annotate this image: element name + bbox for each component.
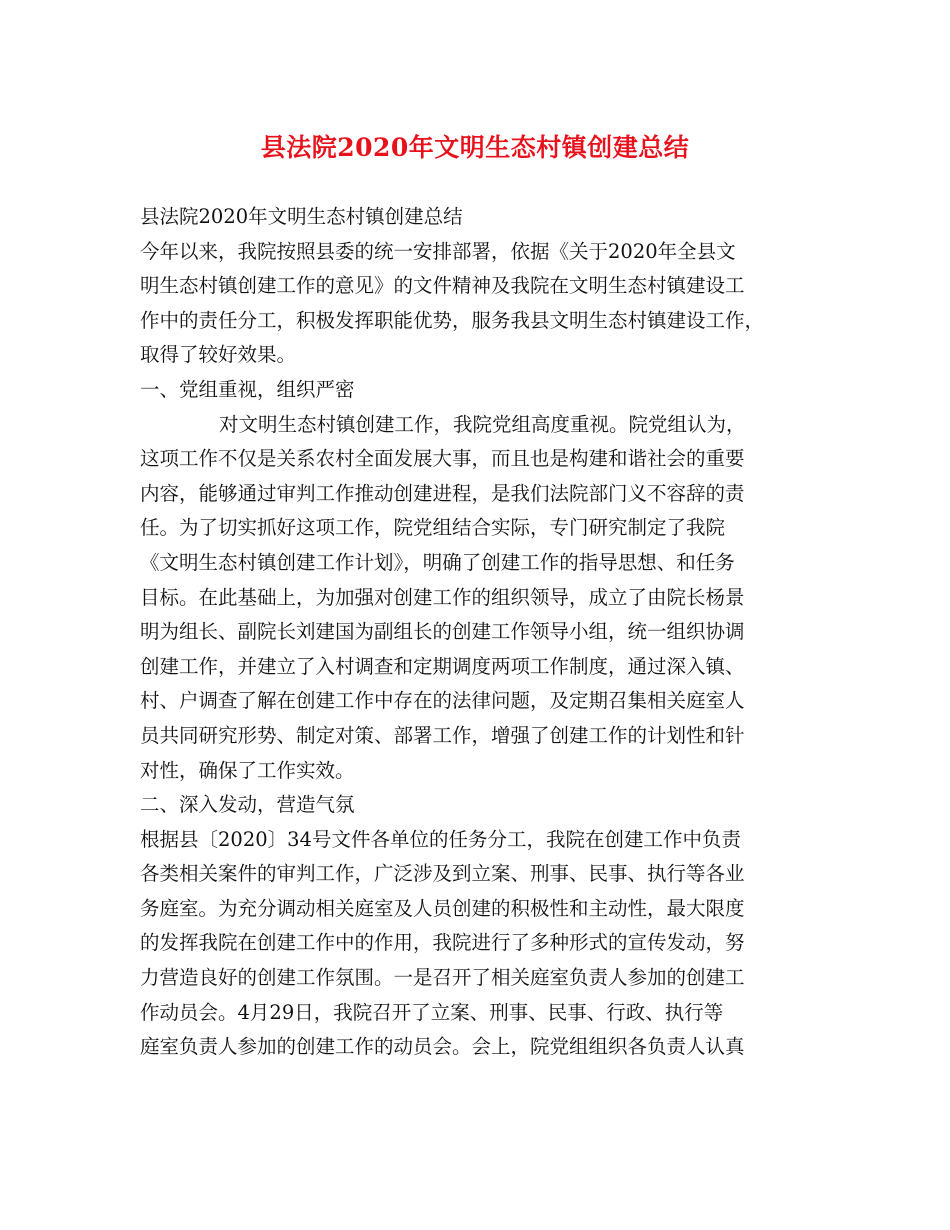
text-line: 取得了较好效果。 <box>140 343 297 367</box>
text-line: 内容，能够通过审判工作推动创建进程，是我们法院部门义不容辞的责 <box>140 481 745 505</box>
document-body <box>140 200 820 1065</box>
section-heading: 二、深入发动，营造气氛 <box>140 793 355 817</box>
text-line: 各类相关案件的审判工作，广泛涉及到立案、刑事、民事、执行等各业 <box>140 862 745 886</box>
text-line: 明生态村镇创建工作的意见》的文件精神及我院在文明生态村镇建设工 <box>140 274 745 298</box>
text-line: 创建工作，并建立了入村调查和定期调度两项工作制度，通过深入镇、 <box>140 654 745 678</box>
text-line: 作中的责任分工，积极发挥职能优势，服务我县文明生态村镇建设工作， <box>140 308 765 332</box>
text-line: 今年以来，我院按照县委的统一安排部署，依据《关于2020年全县文 <box>140 239 736 263</box>
text-line: 的发挥我院在创建工作中的作用，我院进行了多种形式的宣传发动，努 <box>140 931 745 955</box>
text-line: 务庭室。为充分调动相关庭室及人员创建的积极性和主动性，最大限度 <box>140 896 745 920</box>
text-line: 根据县〔2020〕34号文件各单位的任务分工，我院在创建工作中负责 <box>140 827 741 851</box>
text-line: 任。为了切实抓好这项工作，院党组结合实际，专门研究制定了我院 <box>140 516 726 540</box>
document-title: 县法院2020年文明生态村镇创建总结 <box>260 133 690 162</box>
text-line: 《文明生态村镇创建工作计划》，明确了创建工作的指导思想、和任务 <box>140 550 735 574</box>
text-line: 对文明生态村镇创建工作，我院党组高度重视。院党组认为， <box>219 412 746 436</box>
text-line: 明为组长、副院长刘建国为副组长的创建工作领导小组，统一组织协调 <box>140 620 745 644</box>
text-line: 对性，确保了工作实效。 <box>140 758 355 782</box>
text-line: 县法院2020年文明生态村镇创建总结 <box>140 205 463 228</box>
text-line: 目标。在此基础上，为加强对创建工作的组织领导，成立了由院长杨景 <box>140 585 745 609</box>
text-line: 庭室负责人参加的创建工作的动员会。会上，院党组组织各负责人认真 <box>140 1035 745 1059</box>
text-line: 作动员会。4月29日，我院召开了立案、刑事、民事、行政、执行等 <box>140 1000 724 1024</box>
text-line: 员共同研究形势、制定对策、部署工作，增强了创建工作的计划性和针 <box>140 723 745 747</box>
text-line: 这项工作不仅是关系农村全面发展大事，而且也是构建和谐社会的重要 <box>140 447 745 471</box>
text-line: 力营造良好的创建工作氛围。一是召开了相关庭室负责人参加的创建工 <box>140 966 745 990</box>
text-line: 村、户调查了解在创建工作中存在的法律问题，及定期召集相关庭室人 <box>140 689 745 713</box>
section-heading: 一、党组重视，组织严密 <box>140 377 355 401</box>
